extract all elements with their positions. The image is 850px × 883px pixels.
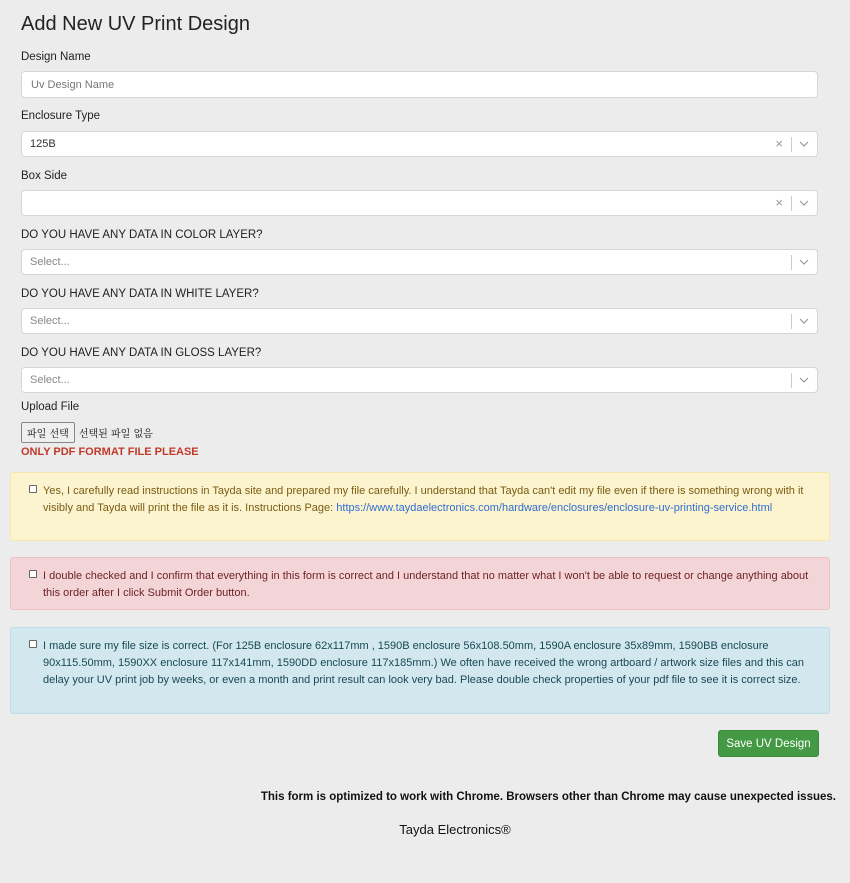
chevron-down-icon[interactable] [799,139,809,149]
enclosure-type-label: Enclosure Type [21,110,101,122]
save-uv-design-button[interactable]: Save UV Design [718,730,819,757]
file-size-checkbox[interactable] [29,640,37,648]
box-side-label: Box Side [21,170,68,182]
gloss-layer-placeholder: Select... [30,374,70,386]
file-upload [21,421,153,443]
enclosure-type-value: 125B [30,138,56,150]
select-separator [791,196,792,211]
chevron-down-icon[interactable] [799,198,809,208]
chevron-down-icon[interactable] [799,375,809,385]
instructions-body: Yes, I carefully read instructions in Tayda site and prepared my file carefully. I understand that Tayda can't edit my file even if there is something wrong with it visibly and Tayda will print the file as it is. Instructions Page: [43,485,804,514]
instructions-confirmation [10,472,830,541]
color-layer-label: DO YOU HAVE ANY DATA IN COLOR LAYER? [21,229,263,241]
double-checked-text: I double checked and I confirm that everything in this form is correct and I understand that no matter what I won't be able to request or change anything about this order after I click Submit Order button. [43,570,809,599]
design-name-input[interactable] [22,72,817,97]
white-layer-label: DO YOU HAVE ANY DATA IN WHITE LAYER? [21,288,259,300]
select-separator [791,314,792,329]
chevron-down-icon[interactable] [799,257,809,267]
select-separator [791,255,792,270]
design-name-label: Design Name [21,51,91,63]
gloss-layer-label: DO YOU HAVE ANY DATA IN GLOSS LAYER? [21,347,262,359]
file-size-text: I made sure my file size is correct. (For 125B enclosure 62x117mm , 1590B enclosure 56x108.50mm, 1590A enclosure 35x89mm, 1590BB enclosure 90x115.50mm, 1590XX enclosure 117x141mm, 1590DD enclosure 117x185mm.) We often have received the wrong artboard / artwork size files and this can delay your UV print job by weeks, or even a month and print result can look very bad. Please double check properties of your pdf file to see it is correct size. [43,640,805,686]
close-icon[interactable]: × [775,136,783,151]
enclosure-type-select[interactable] [21,131,818,157]
gloss-layer-select[interactable] [21,367,818,393]
double-checked-checkbox[interactable] [29,570,37,578]
box-side-select[interactable] [21,190,818,216]
instructions-link[interactable]: https://www.taydaelectronics.com/hardware/enclosures/enclosure-uv-printing-service.html [336,502,773,514]
footer-brand: Tayda Electronics® [399,822,511,837]
choose-file-button[interactable]: 파일 선택 [21,422,75,443]
select-separator [791,373,792,388]
chevron-down-icon[interactable] [799,316,809,326]
pdf-warning: ONLY PDF FORMAT FILE PLEASE [21,446,199,458]
white-layer-placeholder: Select... [30,315,70,327]
color-layer-select[interactable] [21,249,818,275]
double-checked-confirmation [10,557,830,610]
instructions-checkbox[interactable] [29,485,37,493]
page-title: Add New UV Print Design [21,13,250,35]
color-layer-placeholder: Select... [30,256,70,268]
select-separator [791,137,792,152]
upload-file-label: Upload File [21,401,80,413]
browser-note: This form is optimized to work with Chrome. Browsers other than Chrome may cause unexpected issues. [260,791,836,803]
close-icon[interactable]: × [775,195,783,210]
instructions-text [43,483,817,517]
white-layer-select[interactable] [21,308,818,334]
file-size-confirmation [10,627,830,714]
file-status: 선택된 파일 없음 [78,428,153,440]
design-name-field[interactable] [21,71,818,98]
